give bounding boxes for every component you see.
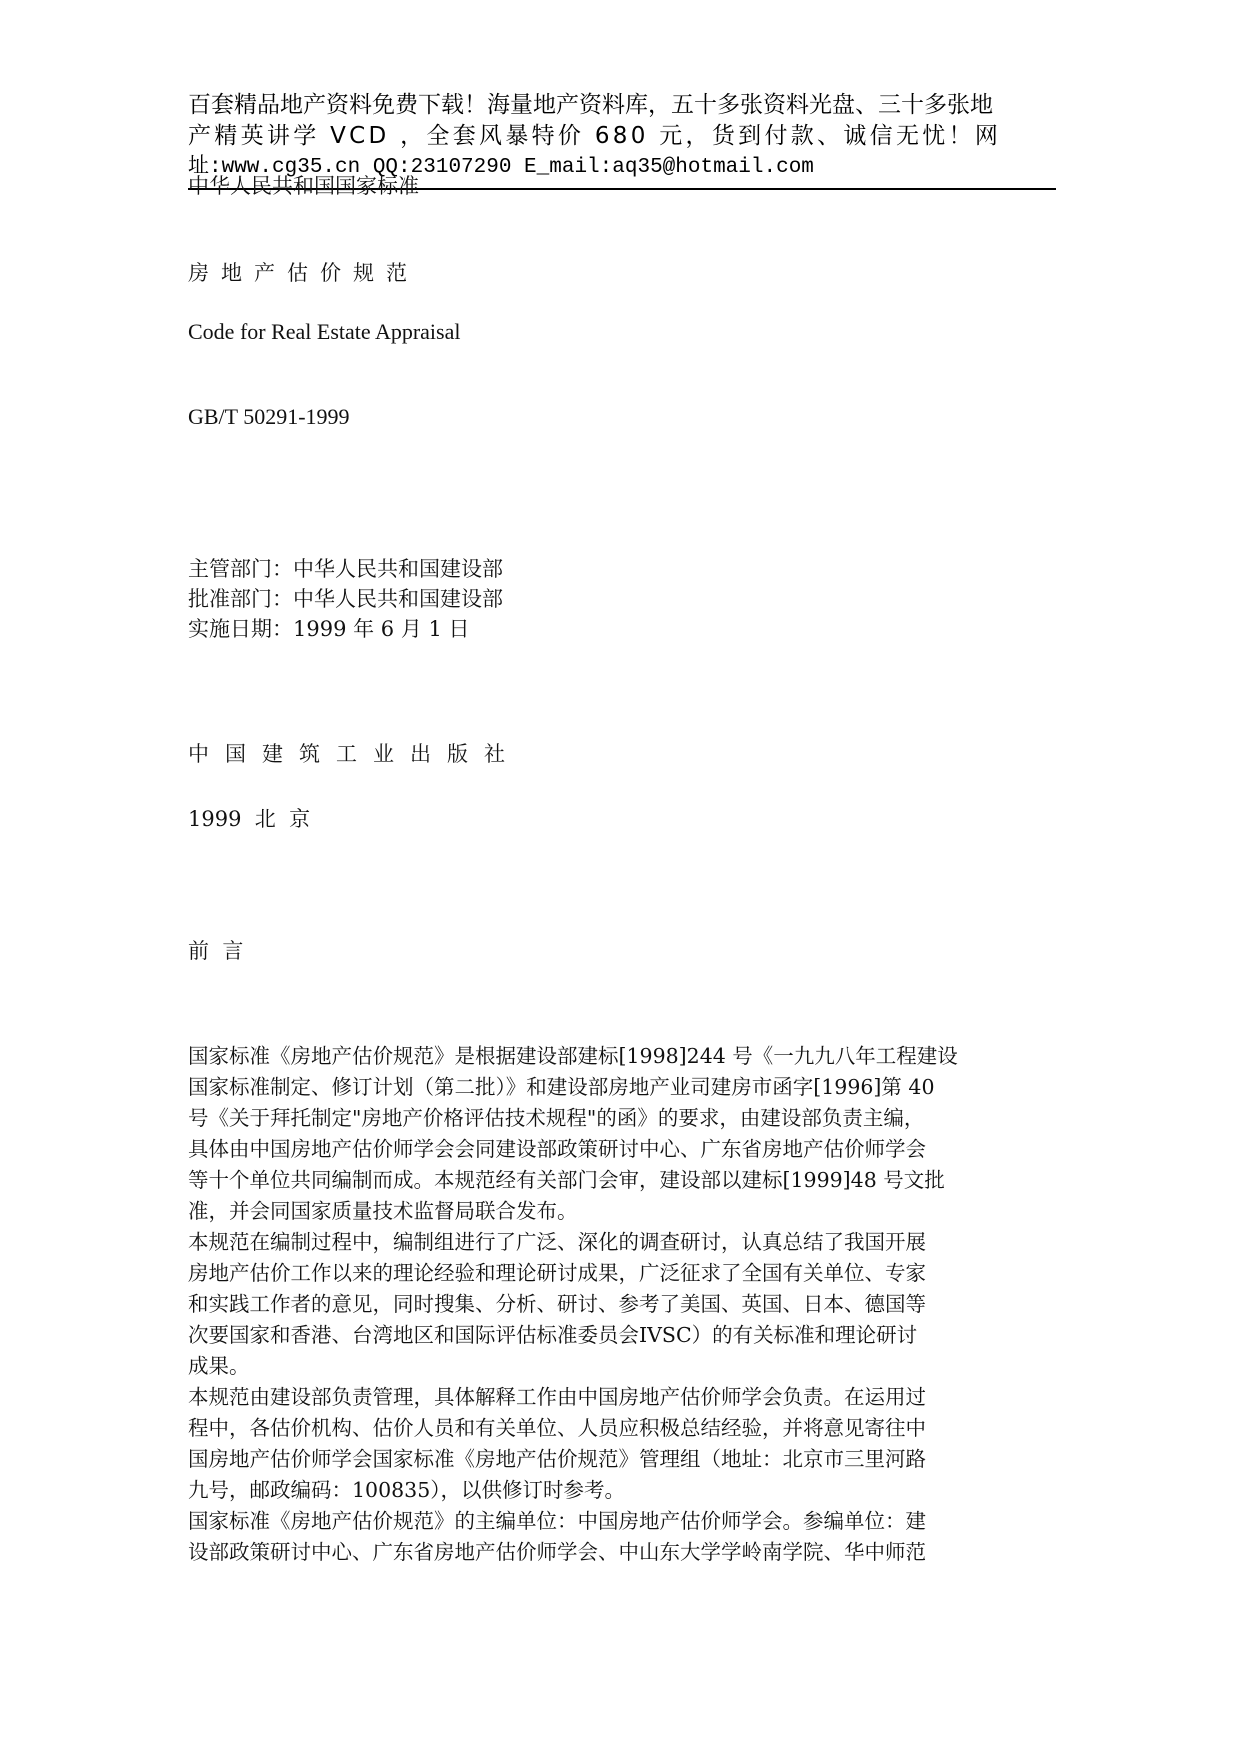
document-meta (188, 554, 503, 644)
document-title-cn: 房地产估价规范 (188, 261, 419, 285)
standard-code: GB/T 50291-1999 (188, 404, 350, 429)
body-line: 国家标准《房地产估价规范》是根据建设部建标[1998]244 号《一九九八年工程建设 (188, 1044, 958, 1068)
body-line: 设部政策研讨中心、广东省房地产估价师学会、中山东大学学岭南学院、华中师范 (188, 1540, 926, 1564)
body-line: 国家标准制定、修订计划（第二批）》和建设部房地产业司建房市函字[1996]第 40 (188, 1075, 935, 1099)
body-line: 国家标准《房地产估价规范》的主编单位：中国房地产估价师学会。参编单位：建 (188, 1509, 926, 1533)
header-contact-line: 址:www.cg35.cn QQ:23107290 E_mail:aq35@hotmail.com (188, 156, 814, 179)
issuer-label: 中华人民共和国国家标准 (188, 174, 419, 198)
header-line: 百套精品地产资料免费下载！海量地产资料库，五十多张资料光盘、三十多张地 (188, 92, 993, 118)
header-line: 产精英讲学 VCD ，全套风暴特价 680 元，货到付款、诚信无忧！网 (188, 123, 1002, 149)
body-line: 次要国家和香港、台湾地区和国际评估标准委员会IVSC）的有关标准和理论研讨 (188, 1323, 918, 1347)
body-line: 本规范在编制过程中，编制组进行了广泛、深化的调查研讨，认真总结了我国开展 (188, 1230, 926, 1254)
body-line: 具体由中国房地产估价师学会会同建设部政策研讨中心、广东省房地产估价师学会 (188, 1137, 926, 1161)
preface-heading: 前 言 (188, 939, 244, 963)
approver-line: 批准部门：中华人民共和国建设部 (188, 587, 503, 611)
authority-line: 主管部门：中华人民共和国建设部 (188, 557, 503, 581)
body-line: 号《关于拜托制定"房地产价格评估技术规程"的函》的要求，由建设部负责主编， (188, 1106, 925, 1130)
promo-header (188, 90, 1056, 183)
document-title-en: Code for Real Estate Appraisal (188, 319, 461, 344)
publish-place-year: 1999 北 京 (188, 807, 311, 831)
body-line: 成果。 (188, 1354, 250, 1378)
body-line: 房地产估价工作以来的理论经验和理论研讨成果，广泛征求了全国有关单位、专家 (188, 1261, 926, 1285)
body-line: 程中，各估价机构、估价人员和有关单位、人员应积极总结经验，并将意见寄往中 (188, 1416, 926, 1440)
preface-body (188, 1041, 1056, 1568)
body-line: 准，并会同国家质量技术监督局联合发布。 (188, 1199, 578, 1223)
publisher-name: 中国建筑工业出版社 (188, 742, 521, 766)
body-line: 国房地产估价师学会国家标准《房地产估价规范》管理组（地址：北京市三里河路 (188, 1447, 926, 1471)
body-line: 等十个单位共同编制而成。本规范经有关部门会审，建设部以建标[1999]48 号文批 (188, 1168, 945, 1192)
body-line: 本规范由建设部负责管理，具体解释工作由中国房地产估价师学会负责。在运用过 (188, 1385, 926, 1409)
effective-date-line: 实施日期：1999 年 6 月 1 日 (188, 617, 470, 641)
body-line: 和实践工作者的意见，同时搜集、分析、研讨、参考了美国、英国、日本、德国等 (188, 1292, 926, 1316)
body-line: 九号，邮政编码：100835），以供修订时参考。 (188, 1478, 626, 1502)
